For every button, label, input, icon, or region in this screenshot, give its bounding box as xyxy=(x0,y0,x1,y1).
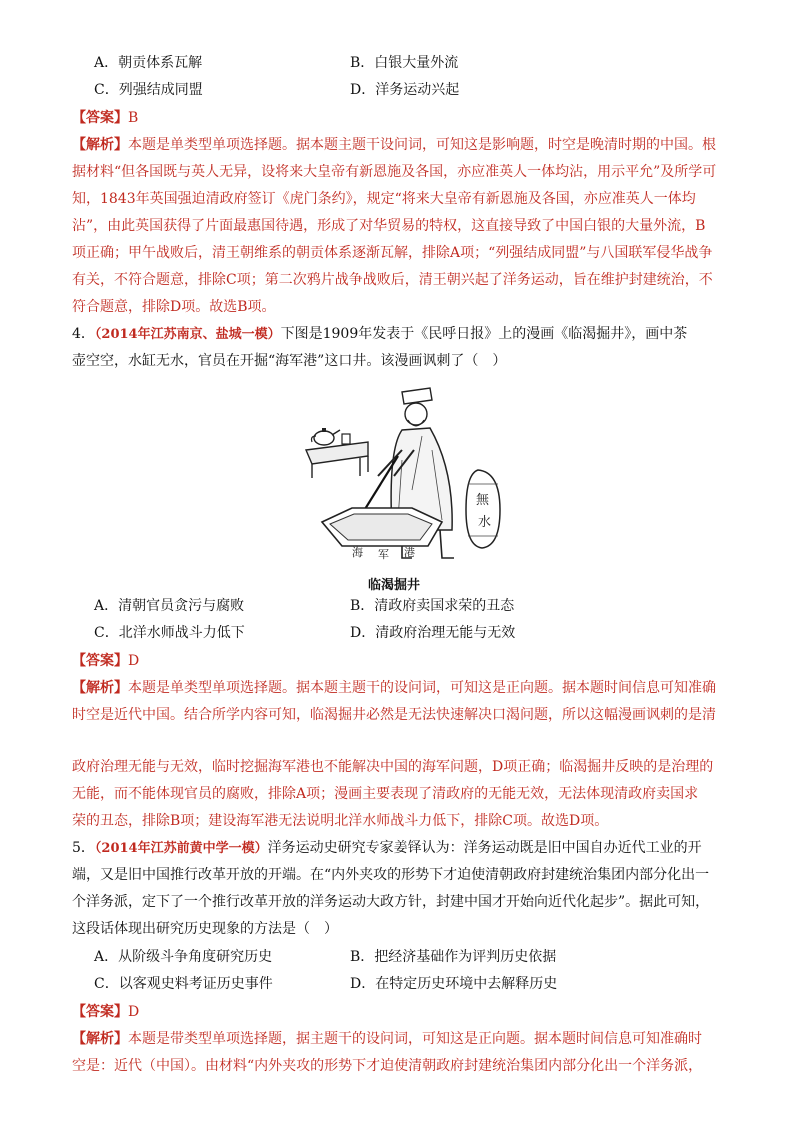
q5-option-d: D．在特定历史环境中去解释历史 xyxy=(350,976,558,992)
q3-analysis-line: 据材料“但各国既与英人无异，设将来大皇帝有新恩施及各国，亦应准英人一体均沾，用示平允”及所学可 xyxy=(72,164,717,180)
q4-stem-line: 壶空空，水缸无水，官员在开掘“海军港”这口井。该漫画讽刺了（ ） xyxy=(72,353,507,369)
answer-value: D xyxy=(128,653,140,669)
q4-answer xyxy=(72,651,732,671)
q4-option-b: B．清政府卖国求荣的丑态 xyxy=(350,598,515,614)
q3-option-c: C．列强结成同盟 xyxy=(94,82,203,98)
q4-option-d: D．清政府治理无能与无效 xyxy=(350,625,516,641)
teapot-icon xyxy=(312,428,341,445)
q5-analysis-line xyxy=(72,1029,732,1049)
answer-tag: 【答案】 xyxy=(72,1004,128,1020)
analysis-tag: 【解析】 xyxy=(72,1031,128,1047)
answer-value: D xyxy=(128,1004,140,1020)
well-character: 军 xyxy=(378,548,389,561)
q4-option-c: C．北洋水师战斗力低下 xyxy=(94,625,245,641)
well-character: 港 xyxy=(404,546,415,559)
q3-option-a: A．朝贡体系瓦解 xyxy=(94,55,203,71)
question-source: （2014年江苏前黄中学一模） xyxy=(94,841,268,856)
q5-option-a: A．从阶级斗争角度研究历史 xyxy=(94,949,273,965)
q5-stem-line: 这段话体现出研究历史现象的方法是（ ） xyxy=(72,921,338,937)
q4-stem xyxy=(72,324,732,345)
water-jar xyxy=(466,470,500,548)
question-number: 5． xyxy=(72,840,95,856)
answer-tag: 【答案】 xyxy=(72,653,128,669)
q5-stem-line: 端，又是旧中国推行改革开放的开端。在“内外夹攻的形势下才迫使清朝政府封建统治集团内部分化出一 xyxy=(72,867,710,883)
cartoon-image xyxy=(302,380,502,580)
well xyxy=(322,508,442,561)
jar-character: 無 xyxy=(476,493,490,508)
q3-analysis-line: 有关，不符合题意，排除C项；第二次鸦片战争战败后，清王朝兴起了洋务运动，旨在维护封建统治，不 xyxy=(72,272,713,288)
q4-analysis-line: 无能，而不能体现官员的腐败，排除A项；漫画主要表现了清政府的无能无效，无法体现清政府卖国求 xyxy=(72,786,699,802)
q4-analysis-line: 时空是近代中国。结合所学内容可知，临渴掘井必然是无法快速解决口渴问题，所以这幅漫画讽刺的是清 xyxy=(72,707,716,723)
q3-answer xyxy=(72,108,732,128)
q5-stem-line: 个洋务派，定下了一个推行改革开放的洋务运动大政方针，封建中国才开始向近代化起步”。据此可知， xyxy=(72,894,710,910)
q5-option-c: C．以客观史料考证历史事件 xyxy=(94,976,273,992)
question-stem: 下图是1909年发表于《民呼日报》上的漫画《临渴掘井》，画中茶 xyxy=(280,326,688,342)
q3-analysis-line: 项正确；甲午战败后，清王朝维系的朝贡体系逐渐瓦解，排除A项；“列强结成同盟”与八国联军侵华战争 xyxy=(72,245,713,261)
q3-option-d: D．洋务运动兴起 xyxy=(350,82,460,98)
q4-analysis-line xyxy=(72,678,732,698)
q3-analysis-line xyxy=(72,135,732,155)
q3-option-b: B．白银大量外流 xyxy=(350,55,459,71)
q4-analysis-line: 荣的丑态，排除B项；建设海军港无法说明北洋水师战斗力低下，排除C项。故选D项。 xyxy=(72,813,609,829)
cartoon-caption: 临渴掘井 xyxy=(368,578,421,593)
cup-icon xyxy=(342,434,350,444)
analysis-tag: 【解析】 xyxy=(72,137,128,153)
answer-tag: 【答案】 xyxy=(72,110,128,126)
q4-option-a: A．清朝官员贪污与腐败 xyxy=(94,598,245,614)
q5-stem xyxy=(72,838,732,859)
q5-analysis-line: 空是：近代（中国）。由材料“内外夹攻的形势下才迫使清朝政府封建统治集团内部分化出一个洋务派， xyxy=(72,1058,703,1074)
q5-answer xyxy=(72,1002,732,1022)
analysis-text: 本题是单类型单项选择题。据本题主题干设问词，可知这是影响题，时空是晚清时期的中国。根 xyxy=(128,137,716,153)
analysis-text: 本题是单类型单项选择题。据本题主题干的设问词，可知这是正向题。据本题时间信息可知准确 xyxy=(128,680,716,696)
question-source: （2014年江苏南京、盐城一模） xyxy=(94,327,281,342)
answer-value: B xyxy=(128,110,139,126)
q5-option-b: B．把经济基础作为评判历史依据 xyxy=(350,949,557,965)
q3-analysis-line: 知，1843年英国强迫清政府签订《虎门条约》，规定“将来大皇帝有新恩施及各国，亦应准英人一体均 xyxy=(72,191,696,207)
well-character: 海 xyxy=(352,546,363,559)
q3-analysis-line: 符合题意，排除D项。故选B项。 xyxy=(72,299,276,315)
jar-character: 水 xyxy=(478,515,492,530)
analysis-tag: 【解析】 xyxy=(72,680,128,696)
analysis-text: 本题是带类型单项选择题，据主题干的设问词，可知这是正向题。据本题时间信息可知准确时 xyxy=(128,1031,702,1047)
q4-analysis-line: 政府治理无能与无效，临时挖掘海军港也不能解决中国的海军问题，D项正确；临渴掘井反映的是治理的 xyxy=(72,759,714,775)
q3-analysis-line: 沾”，由此英国获得了片面最惠国待遇，形成了对华贸易的特权，这直接导致了中国白银的大量外流，B xyxy=(72,218,706,234)
question-number: 4． xyxy=(72,326,95,342)
question-stem: 洋务运动史研究专家姜铎认为：洋务运动既是旧中国自办近代工业的开 xyxy=(267,840,702,856)
